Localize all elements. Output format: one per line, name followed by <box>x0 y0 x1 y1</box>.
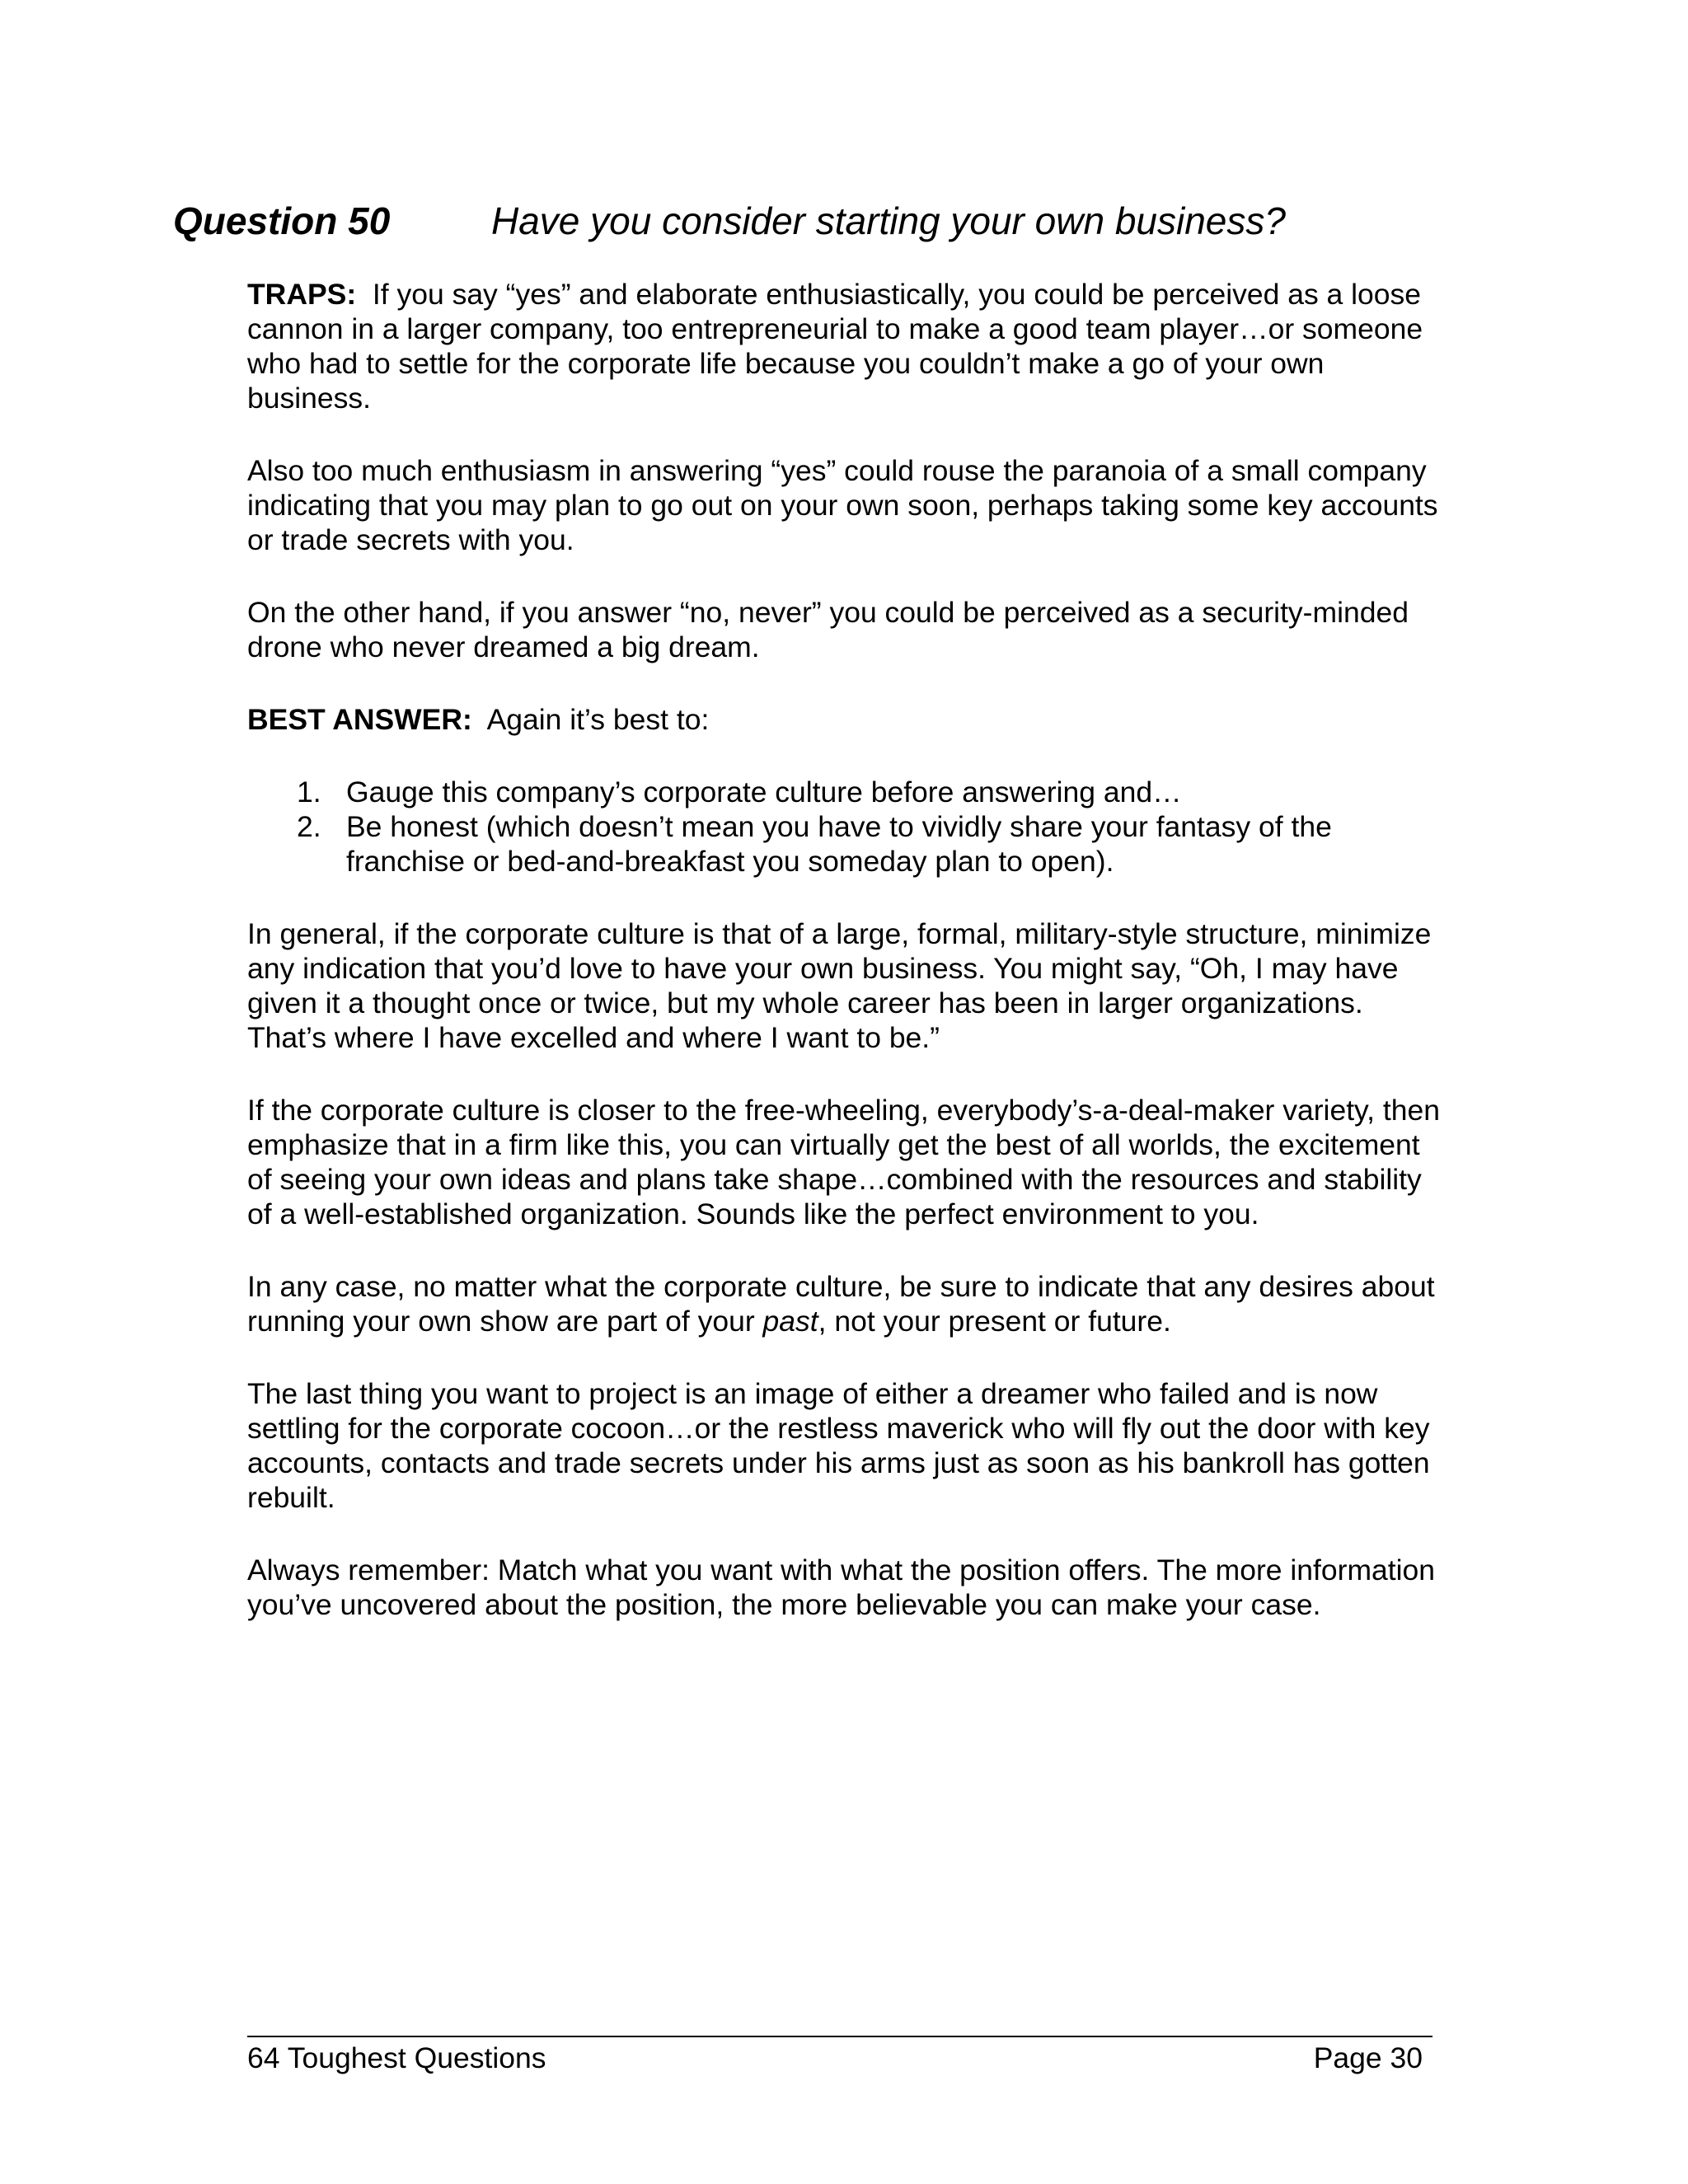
traps-text-1: If you say “yes” and elaborate enthusiastically, you could be perceived as a loose cannon in a larger company, too entrepreneurial to make a good team player…or someone who had to settle for the corporate life because you couldn’t make a go of your own business. <box>247 278 1423 415</box>
page-content <box>247 277 1442 1660</box>
footer-title: 64 Toughest Questions <box>247 2041 546 2074</box>
past-paragraph-start: In any case, no matter what the corporate culture, be sure to indicate that any desires about running your own show are part of your <box>247 1270 1435 1338</box>
list-item-number: 1. <box>297 776 321 808</box>
military-style-paragraph: In general, if the corporate culture is that of a large, formal, military-style structure, minimize any indication that you’d love to have your own business. You might say, “Oh, I may have given it a thought once or twice, but my whole career has been in larger organizations. That’s where I have excelled and where I want to be.” <box>247 917 1432 1054</box>
best-answer-intro: Again it’s best to: <box>486 703 710 736</box>
best-answer-list <box>247 775 1442 879</box>
list-item-number: 2. <box>297 810 321 843</box>
best-answer-paragraph <box>247 702 1442 737</box>
always-remember-paragraph: Always remember: Match what you want with what the position offers. The more information you’ve uncovered about the position, the more believable you can make your case. <box>247 1554 1436 1621</box>
past-paragraph <box>247 1269 1442 1338</box>
list-item-text: Gauge this company’s corporate culture before answering and… <box>346 776 1182 808</box>
question-text: Have you consider starting your own business? <box>491 199 1286 242</box>
free-wheeling-paragraph: If the corporate culture is closer to the free-wheeling, everybody’s-a-deal-maker variety, then emphasize that in a firm like this, you can virtually get the best of all worlds, the excitement of seeing your own ideas and plans take shape…combined with the resources and stability of a well-established organization. Sounds like the perfect environment to you. <box>247 1094 1440 1230</box>
traps-paragraph <box>247 277 1442 415</box>
past-paragraph-end: , not your present or future. <box>818 1305 1171 1338</box>
dreamer-paragraph: The last thing you want to project is an image of either a dreamer who failed and is now settling for the corporate cocoon…or the restless maverick who will fly out the door with key accounts, contacts and trade secrets under his arms just as soon as his bankroll has gotten rebuilt. <box>247 1377 1430 1514</box>
footer-page-number: Page 30 <box>1313 2041 1423 2074</box>
list-item <box>247 809 1442 879</box>
list-item-text: Be honest (which doesn’t mean you have to vividly share your fantasy of the franchise or bed-and-breakfast you someday plan to open). <box>346 810 1332 878</box>
list-item <box>247 775 1442 809</box>
traps-text-2: Also too much enthusiasm in answering “yes” could rouse the paranoia of a small company indicating that you may plan to go out on your own soon, perhaps taking some key accounts or trade secrets with you. <box>247 454 1438 556</box>
footer-divider <box>247 2036 1432 2037</box>
best-answer-label: BEST ANSWER: <box>247 703 472 736</box>
question-heading <box>173 196 1286 246</box>
traps-text-3: On the other hand, if you answer “no, never” you could be perceived as a security-minded drone who never dreamed a big dream. <box>247 596 1409 663</box>
past-emphasis: past <box>762 1305 818 1338</box>
question-number: Question 50 <box>173 199 391 242</box>
traps-label: TRAPS: <box>247 278 357 311</box>
